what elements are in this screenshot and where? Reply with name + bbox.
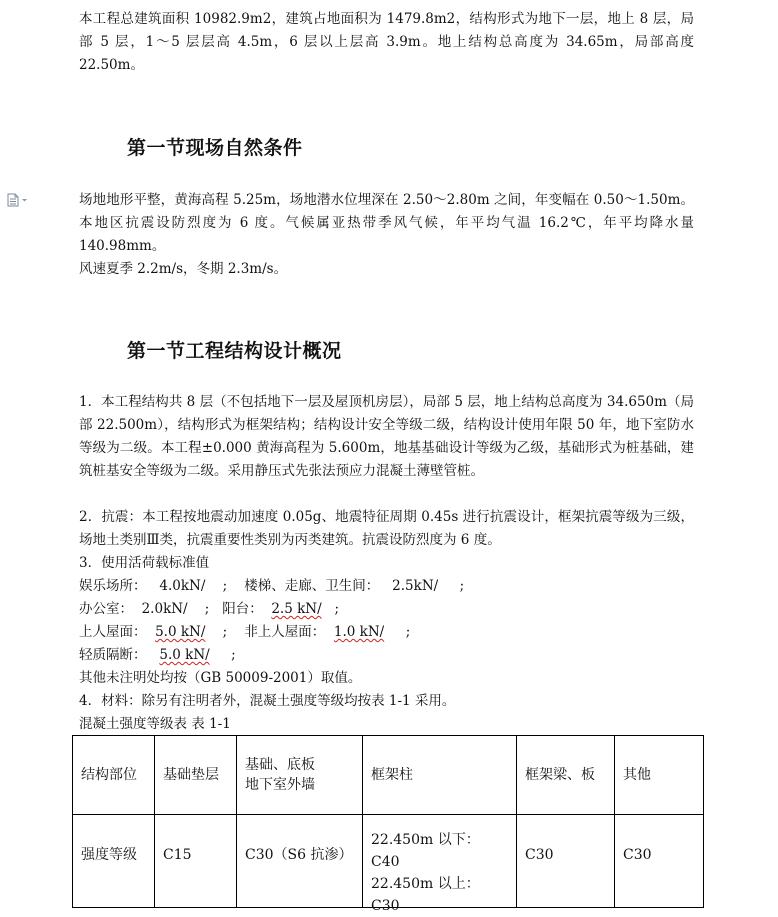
table-cell: 22.450m 以下：C40 22.450m 以上：C30 [363,815,517,908]
load-value: 2.5kN/ [392,578,439,594]
section-heading-structural-design: 第一节工程结构设计概况 [127,340,342,362]
load-semicolon: ; [204,601,210,617]
load-row-4 [79,644,236,667]
load-semicolon: ; [222,624,228,640]
load-value: 2.0kN/ [141,601,188,617]
table-row [73,815,704,908]
table-header-row [73,736,704,815]
load-label: 阳台： [222,601,263,617]
item-3-heading: 3．使用活荷载标准值 [79,555,210,571]
table-caption: 混凝土强度等级表 表 1-1 [79,716,231,732]
load-value: 2.5 kN/ [271,601,322,617]
load-semicolon: ; [334,601,340,617]
table-header-cell: 结构部位 [73,736,155,815]
load-semicolon: ; [231,647,236,663]
document-icon[interactable] [7,193,33,207]
table-header-cell: 框架梁、板 [517,736,615,815]
load-value: 5.0 kN/ [155,624,206,640]
item-2-paragraph: 2．抗震：本工程按地震动加速度 0.05g、地震特征周期 0.45s 进行抗震设计，框架抗震等级为三级，场地土类别Ⅲ类，抗震重要性类别为丙类建筑。抗震设防烈度为 6 度。 [79,509,694,548]
load-label: 轻质隔断： [79,647,147,663]
table-header-cell: 框架柱 [363,736,517,815]
load-row-1 [79,575,464,598]
table-cell: C15 [155,815,237,908]
load-semicolon: ; [405,624,411,640]
load-label: 上人屋面： [79,624,147,640]
load-label: 办公室： [79,601,133,617]
load-row-2 [79,598,339,621]
load-value: 4.0kN/ [159,578,206,594]
section-heading-site-conditions: 第一节现场自然条件 [127,137,303,159]
table-header-cell: 其他 [615,736,704,815]
other-loads-line: 其他未注明处均按（GB 50009-2001）取值。 [79,670,362,686]
item-1-paragraph: 1．本工程结构共 8 层（不包括地下一层及屋顶机房层），局部 5 层，地上结构总高度为 34.650m（局部 22.500m），结构形式为框架结构；结构设计安全等级二级，结构设计使用年限 50 年，地下室防水等级为二级。本工程±0.000 黄海高程为 5.600m，地基基础设计等级为乙级，基础形式为桩基础，建筑桩基安全等级为二级。采用静压式先张法预应力混凝土薄壁管桩。 [79,394,694,479]
wind-speed-line: 风速夏季 2.2m/s，冬期 2.3m/s。 [79,261,288,277]
concrete-grade-table [72,735,704,914]
table-cell: 强度等级 [73,815,155,908]
table-cell: C30（S6 抗渗） [237,815,363,908]
item-4-line: 4．材料：除另有注明者外，混凝土强度等级均按表 1-1 采用。 [79,693,456,709]
table-header-cell: 基础垫层 [155,736,237,815]
load-value: 1.0 kN/ [333,624,385,640]
load-semicolon: ; [459,578,465,594]
site-conditions-paragraph: 场地地形平整，黄海高程 5.25m，场地潜水位埋深在 2.50～2.80m 之间，年变幅在 0.50～1.50m。本地区抗震设防烈度为 6 度。气候属亚热带季风气候，年平均气温 16.2℃，年平均降水量 140.98mm。 [79,192,699,254]
table-header-cell: 基础、底板 地下室外墙 [237,736,363,815]
load-row-3 [79,621,410,644]
intro-paragraph: 本工程总建筑面积 10982.9m2，建筑占地面积为 1479.8m2，结构形式为地下一层，地上 8 层，局部 5 层，1～5 层层高 4.5m，6 层以上层高 3.9m。地上结构总高度为 34.65m，局部高度 22.50m。 [79,11,699,73]
load-label: 娱乐场所： [79,578,147,594]
table-cell: C30 [517,815,615,908]
load-semicolon: ; [222,578,228,594]
load-label: 非上人屋面： [244,624,326,640]
load-label: 楼梯、走廊、卫生间： [244,578,380,594]
table-cell: C30 [615,815,704,908]
load-value: 5.0 kN/ [159,647,210,663]
